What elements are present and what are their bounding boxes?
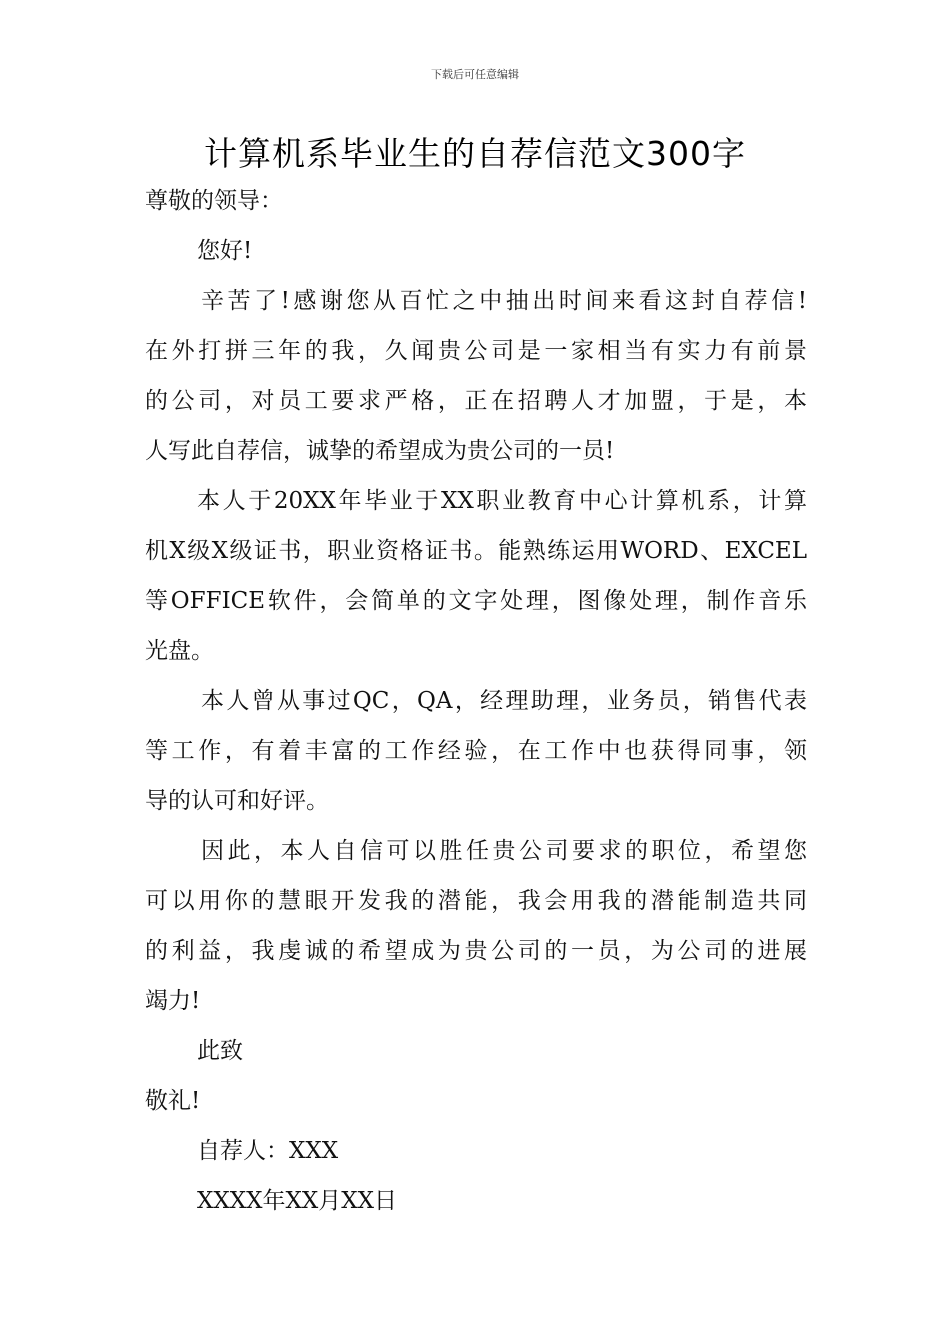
paragraph-1-line-2: 在外打拼三年的我，久闻贵公司是一家相当有实力有前景 bbox=[145, 338, 807, 364]
signature: 自荐人：XXX bbox=[197, 1138, 339, 1164]
closing-line-2: 敬礼! bbox=[145, 1088, 201, 1114]
paragraph-4-line-2: 可以用你的慧眼开发我的潜能，我会用我的潜能制造共同 bbox=[145, 888, 807, 914]
paragraph-2-line-4: 光盘。 bbox=[145, 638, 214, 664]
letter-date: XXXX年XX月XX日 bbox=[197, 1188, 397, 1214]
paragraph-2-line-3: 等OFFICE软件，会简单的文字处理，图像处理，制作音乐 bbox=[145, 588, 807, 614]
paragraph-4-line-1: 因此，本人自信可以胜任贵公司要求的职位，希望您 bbox=[201, 838, 807, 864]
paragraph-3-line-2: 等工作，有着丰富的工作经验，在工作中也获得同事，领 bbox=[145, 738, 807, 764]
paragraph-2-line-2: 机X级X级证书，职业资格证书。能熟练运用WORD、EXCEL bbox=[145, 538, 807, 564]
paragraph-3-line-3: 导的认可和好评。 bbox=[145, 788, 329, 814]
closing-line-1: 此致 bbox=[197, 1038, 243, 1064]
salutation: 尊敬的领导： bbox=[145, 188, 283, 214]
document-title: 计算机系毕业生的自荐信范文300字 bbox=[204, 134, 746, 173]
paragraph-4-line-4: 竭力! bbox=[145, 988, 201, 1014]
paragraph-4-line-3: 的利益，我虔诚的希望成为贵公司的一员，为公司的进展 bbox=[145, 938, 807, 964]
paragraph-1-line-4: 人写此自荐信，诚挚的希望成为贵公司的一员! bbox=[145, 438, 615, 464]
paragraph-3-line-1: 本人曾从事过QC，QA，经理助理，业务员，销售代表 bbox=[201, 688, 807, 714]
letter-body bbox=[145, 176, 807, 1226]
greeting: 您好! bbox=[197, 238, 253, 264]
paragraph-2-line-1: 本人于20XX年毕业于XX职业教育中心计算机系，计算 bbox=[197, 488, 807, 514]
paragraph-1-line-1: 辛苦了!感谢您从百忙之中抽出时间来看这封自荐信! bbox=[201, 288, 807, 314]
header-note: 下载后可任意编辑 bbox=[431, 68, 519, 81]
paragraph-1-line-3: 的公司，对员工要求严格，正在招聘人才加盟，于是，本 bbox=[145, 388, 807, 414]
